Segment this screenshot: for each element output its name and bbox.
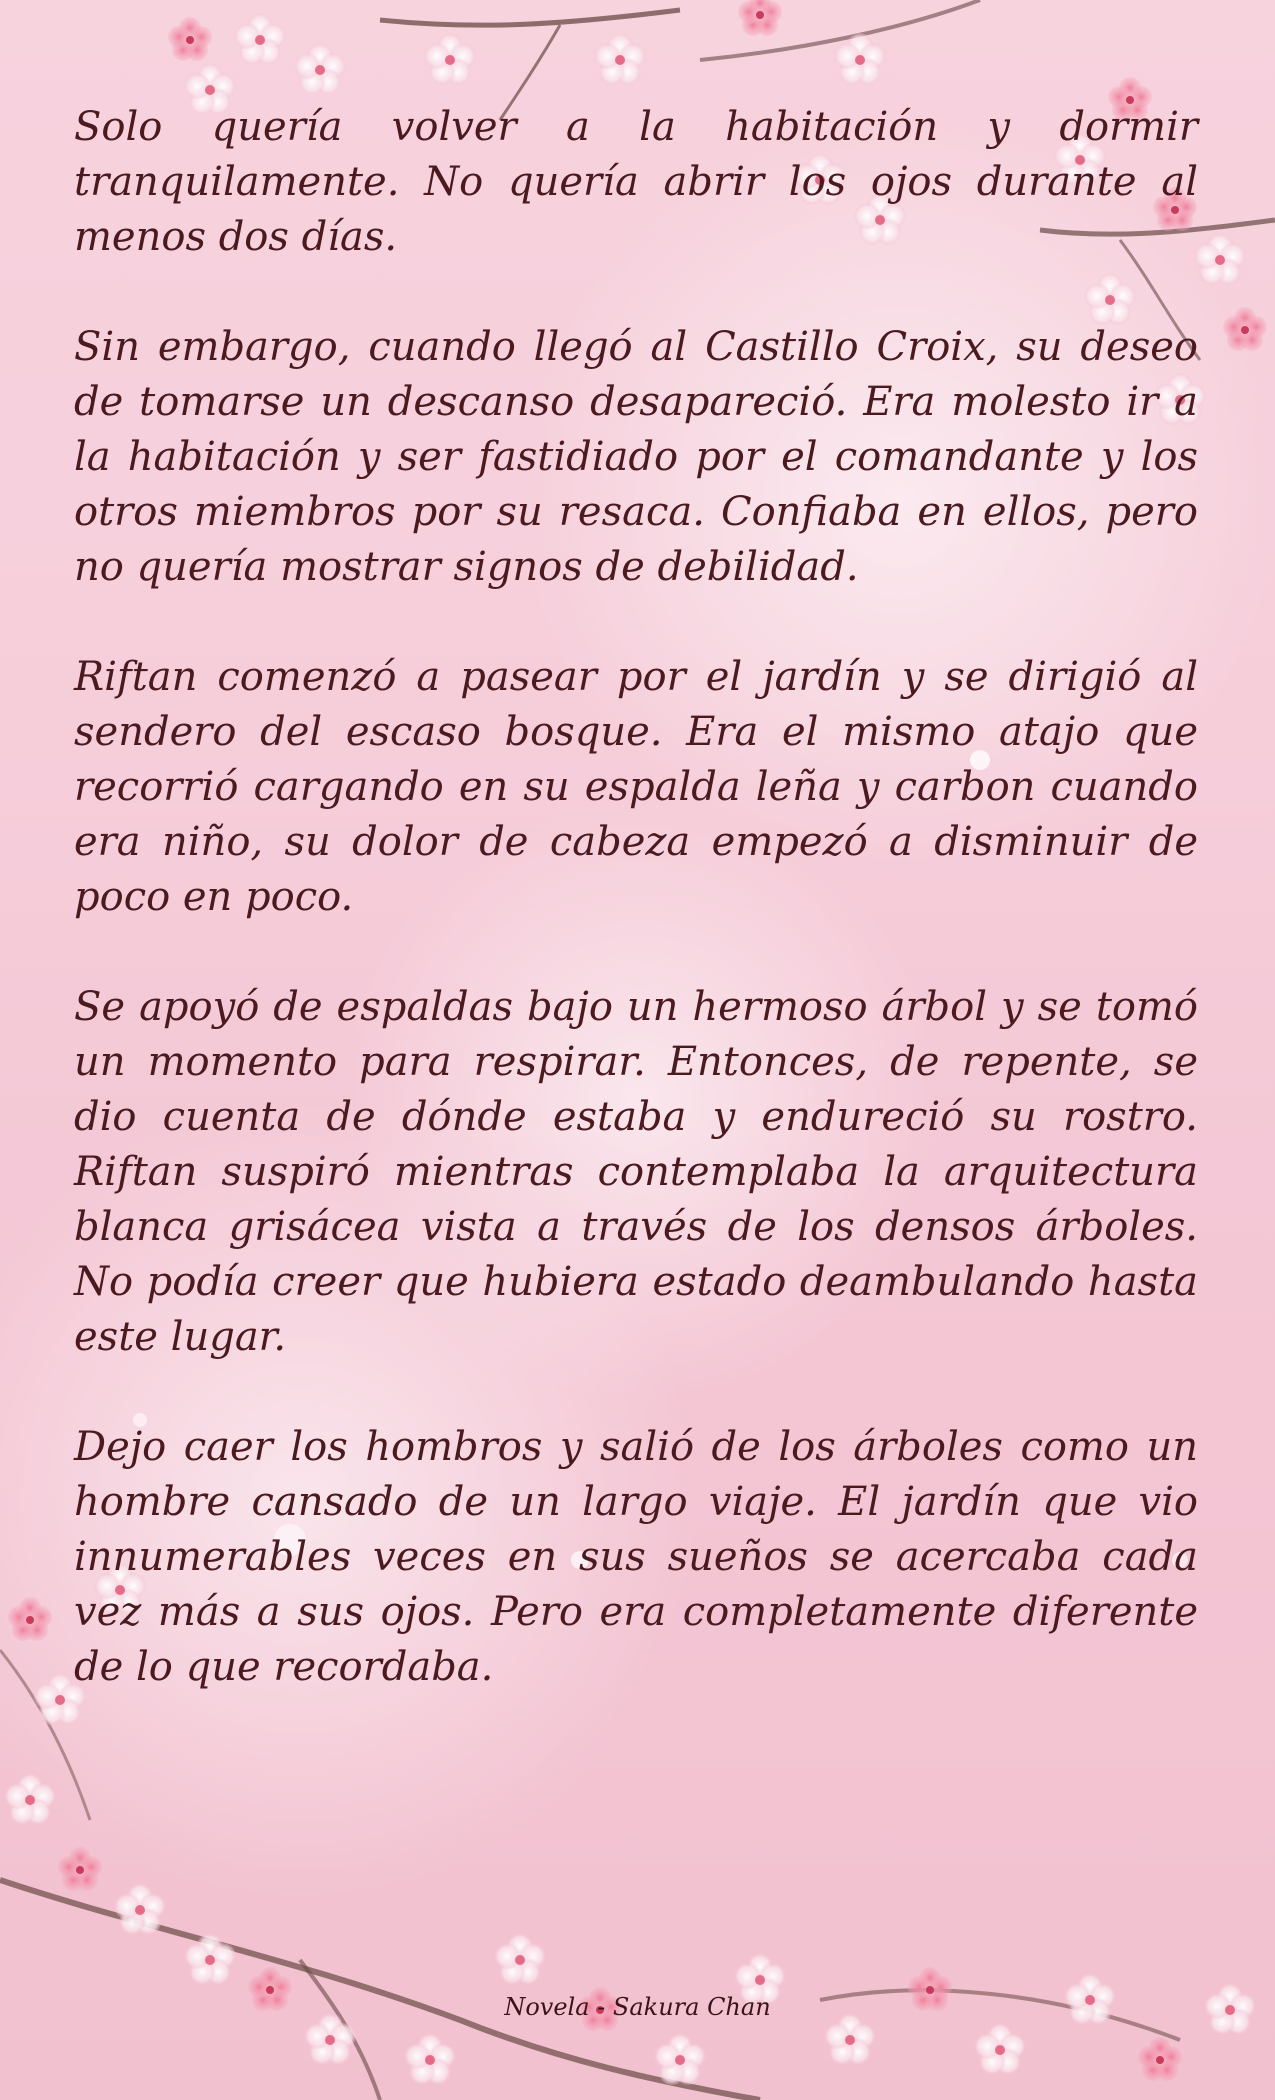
- paragraph: Dejo caer los hombros y salió de los árboles como un hombre cansado de un largo viaje. El jardín que vio innumerables veces en sus sueños se acercaba cada vez más a sus ojos. Pero era completamente diferente de lo que recordaba.: [74, 1424, 1198, 1690]
- paragraph: Sin embargo, cuando llegó al Castillo Croix, su deseo de tomarse un descanso desapareció. Era molesto ir a la habitación y ser fastidiado por el comandante y los otros miembros por su resaca. Confiaba en ellos, pero no quería mostrar signos de debilidad.: [74, 324, 1198, 590]
- paragraph: Solo quería volver a la habitación y dormir tranquilamente. No quería abrir los ojos durante al menos dos días.: [74, 104, 1198, 260]
- paragraph: Se apoyó de espaldas bajo un hermoso árbol y se tomó un momento para respirar. Entonces, de repente, se dio cuenta de dónde estaba y endureció su rostro. Riftan suspiró mientras contemplaba la arquitectura blanca grisácea vista a través de los densos árboles. No podía creer que hubiera estado deambulando hasta este lugar.: [74, 984, 1198, 1360]
- story-text: [74, 100, 1198, 1750]
- footer-credit: Novela - Sakura Chan: [504, 1993, 771, 2021]
- paragraph: Riftan comenzó a pasear por el jardín y se dirigió al sendero del escaso bosque. Era el mismo atajo que recorrió cargando en su espalda leña y carbon cuando era niño, su dolor de cabeza empezó a disminuir de poco en poco.: [74, 654, 1198, 920]
